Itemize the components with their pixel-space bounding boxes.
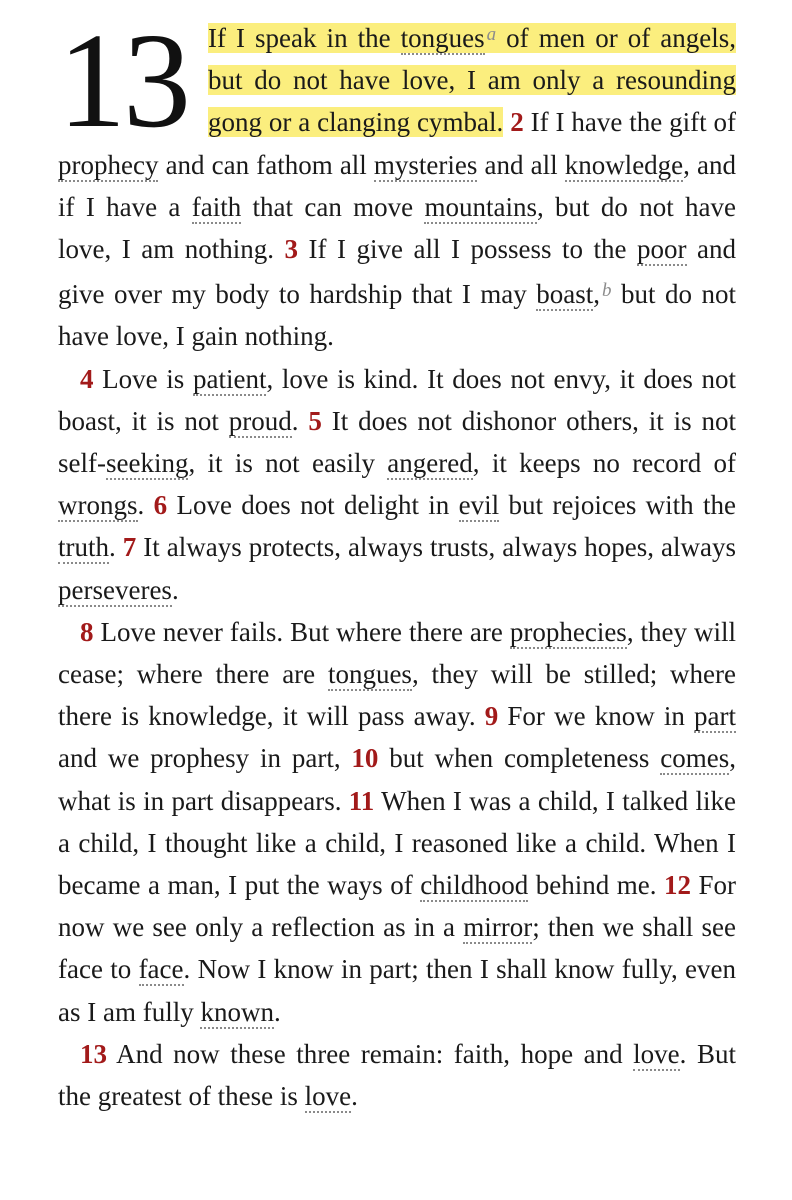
text-run: Love never fails. But where there are	[93, 616, 510, 647]
text-run: , what is in part disappears.	[58, 743, 736, 816]
word-link[interactable]: childhood	[420, 870, 529, 901]
text-run: , it is not easily	[188, 448, 388, 479]
word-link[interactable]: angered	[387, 448, 473, 479]
verse-number: 11	[348, 785, 375, 816]
text-run: Love is	[93, 363, 193, 394]
word-link[interactable]: perseveres	[58, 574, 172, 605]
text-run: If I speak in the	[208, 23, 401, 53]
text-run: .	[137, 490, 154, 521]
word-link[interactable]: prophecies	[509, 616, 627, 647]
verse-number: 13	[80, 1038, 107, 1069]
verse-number: 9	[484, 701, 499, 732]
footnote-marker[interactable]: a	[486, 24, 497, 45]
word-link[interactable]: proud	[228, 405, 292, 436]
word-link[interactable]: love	[633, 1038, 680, 1069]
verse-number: 5	[308, 405, 322, 436]
text-run: , they will cease; where there are	[58, 616, 736, 690]
verse-number: 8	[80, 616, 94, 647]
text-run: . Now I know in part; then I shall know fully, even as I am fully	[58, 954, 736, 1027]
verse-number: 4	[80, 363, 94, 394]
word-link[interactable]: known	[200, 996, 274, 1027]
word-link[interactable]: seeking	[105, 448, 189, 479]
text-run: that can move	[241, 191, 425, 222]
word-link[interactable]: evil	[458, 490, 500, 521]
text-run: Love does not delight in	[167, 490, 459, 521]
text-run: When I was a child, I talked like a child, I thought like a child, I reasoned like a child. When I became a man, I put the ways of	[58, 785, 736, 901]
text-run: but when completeness	[378, 743, 661, 774]
word-link[interactable]: patient	[192, 363, 267, 394]
text-run: , it keeps no record of	[472, 448, 736, 479]
word-link[interactable]: faith	[191, 191, 242, 222]
word-link[interactable]: poor	[637, 234, 687, 265]
word-link[interactable]: prophecy	[58, 149, 159, 180]
word-link[interactable]: truth	[58, 532, 109, 563]
text-run: ,	[593, 279, 601, 310]
text-run: , love is kind. It does not envy, it does not boast, it is not	[58, 363, 736, 436]
text-run: and all	[477, 149, 565, 180]
text-run: and we prophesy in part,	[58, 743, 352, 774]
verse-number: 12	[663, 870, 691, 901]
text-run: It does not dishonor others, it is not self-	[58, 405, 736, 479]
text-run: For now we see only a reflection as in a	[58, 870, 736, 943]
text-run: For we know in	[498, 701, 695, 732]
text-run: .	[291, 405, 309, 436]
text-run: behind me.	[528, 870, 664, 901]
verse-number: 6	[153, 490, 168, 521]
text-run: and can fathom all	[158, 149, 374, 180]
text-run: If I give all I possess to the	[298, 234, 638, 265]
paragraph-3	[58, 611, 736, 1033]
text-run: and give over my body to hardship that I may	[58, 234, 737, 310]
text-run: but rejoices with the	[499, 490, 737, 521]
text-run: .	[273, 996, 281, 1027]
word-link[interactable]: love	[304, 1081, 352, 1112]
paragraph-2	[58, 358, 736, 611]
paragraph-4	[58, 1033, 736, 1117]
text-run: .	[109, 532, 123, 563]
chapter-number: 13	[58, 6, 188, 156]
verse-number: 3	[284, 234, 298, 265]
word-link[interactable]: knowledge	[564, 149, 684, 180]
word-link[interactable]: face	[138, 954, 184, 985]
word-link[interactable]: mirror	[463, 912, 533, 943]
text-run: . But the greatest of these is	[58, 1038, 736, 1112]
text-run: It always protects, always trusts, always hopes, always	[136, 532, 736, 563]
word-link[interactable]: tongues	[327, 659, 412, 690]
footnote-marker[interactable]: b	[602, 280, 612, 302]
text-run: , they will be stilled; where there is knowledge, it will pass away.	[58, 659, 736, 732]
text-run: If I have the gift of	[523, 107, 737, 138]
chapter-page	[58, 6, 737, 1117]
text-run: And now these three remain: faith, hope and	[107, 1038, 634, 1069]
word-link[interactable]: mountains	[424, 191, 537, 222]
word-link[interactable]: tongues	[400, 23, 485, 53]
word-link[interactable]: comes	[660, 743, 730, 774]
verse-number: 7	[122, 532, 137, 563]
text-run: but do not have love, I gain nothing.	[58, 279, 736, 352]
word-link[interactable]: wrongs	[58, 490, 138, 521]
verse-number: 10	[351, 743, 379, 774]
text-run: , but do not have love, I am nothing.	[58, 191, 736, 265]
word-link[interactable]: boast	[536, 279, 594, 310]
word-link[interactable]: part	[694, 701, 736, 732]
text-run: .	[171, 574, 179, 605]
verse-number: 2	[510, 107, 524, 138]
text-run: .	[351, 1081, 358, 1112]
word-link[interactable]: mysteries	[373, 149, 478, 180]
text-run: ; then we shall see face to	[58, 912, 736, 985]
text-run: , and if I have a	[58, 149, 736, 222]
text-run: of men or of angels, but do not have love, I am only a resounding gong or a clanging cymbal.	[208, 23, 736, 138]
